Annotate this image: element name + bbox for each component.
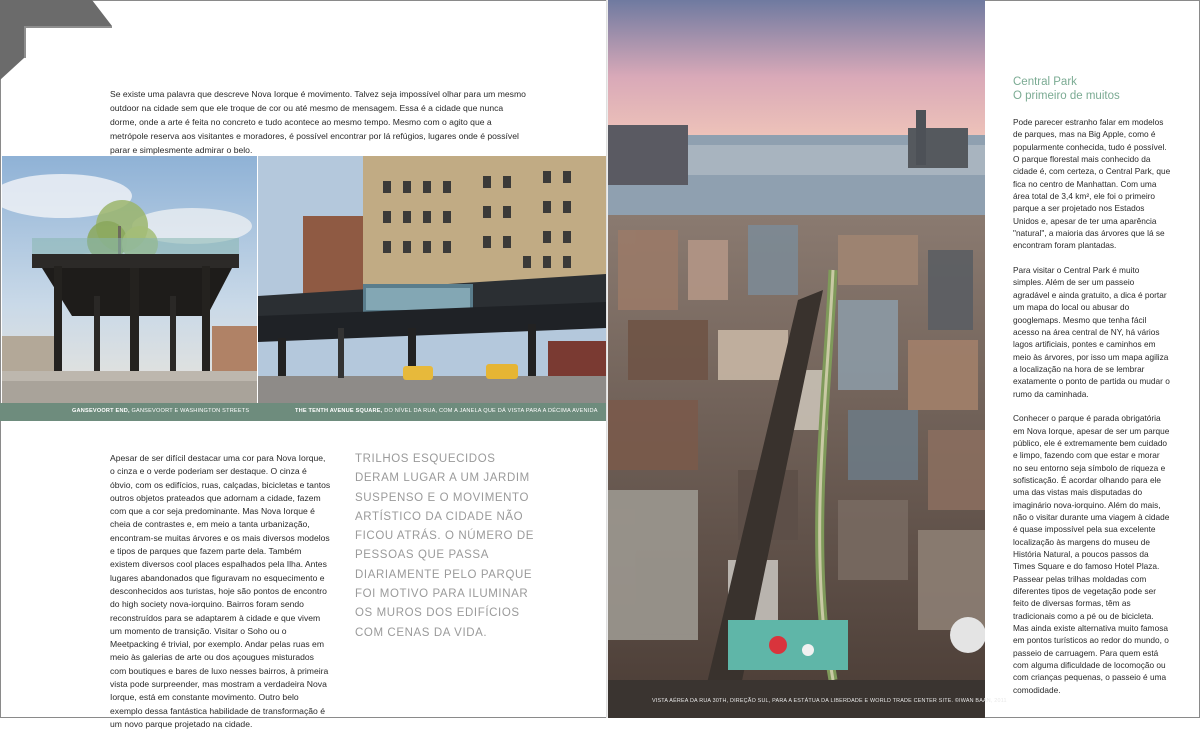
sidebar-title [1013,75,1120,103]
intro-paragraph: Se existe uma palavra que descreve Nova Iorque é movimento. Talvez seja impossível olhar para um mesmo outdoor na cidade sem que ele troque de cor ou até mesmo de mensagem. Essa é a cidade que nunca dorme, onde a arte é feita no concreto e tudo acontece ao mesmo tempo. Mesmo com o agito que a metrópole reserva aos visitantes e moradores, é possível encontrar por lá refúgios, lugares onde é possível parar e simplesmente admirar o belo. [110,88,526,156]
caption-gansevoort-text: GANSEVOORT E WASHINGTON STREETS [129,408,250,414]
caption-gansevoort [72,408,249,414]
sidebar-title-main: Central Park [1013,76,1077,88]
sidebar-paragraph: Pode parecer estranho falar em modelos de parques, mas na Big Apple, como é popularmente conhecida, tudo é possível. O parque florestal mais conhecido da cidade é, com certeza, o Central Park, que fica no centro de Manhattan. Com uma área total de 3,4 km², ele foi o primeiro parque a ser projetado nos Estados Unidos e, apesar de ter uma aparência "natural", a maioria das árvores que lá se encontram foram plantadas. [1013,117,1171,251]
corner-tab-decoration [0,0,112,80]
caption-tenth-avenue-text: DO NÍVEL DA RUA, COM A JANELA QUE DÁ VISTA PARA A DÉCIMA AVENIDA [382,408,598,414]
sidebar-paragraph: Para visitar o Central Park é muito simples. Além de ser um passeio agradável e ainda gratuito, a dica é portar um mapa do local ou abusar do googlemaps. Mesmo que tenha fácil acesso na área central de NY, há vários lagos artificiais, pontes e caminhos em meio às árvores, por isso um mapa agiliza a localização na hora de se lembrar exatamente o ponto de partida ou mudar o rumo da caminhada. [1013,265,1170,399]
sidebar-paragraph: Conhecer o parque é parada obrigatória em Nova Iorque, apesar de ser um parque público, ele é extremamente bem cuidado e limpo, fazendo com que estar e morar no seu entorno seja símbolo de riqueza e sofisticação. É acordar olhando para ele uma das vistas mais disputadas do imaginário nova-iorquino. Além do mais, não o visitar durante uma viagem à cidade é quase impossível pela sua excelente localização às margens do museu de História Natural, a poucos passos da Times Square e do famoso Hotel Plaza. Passear pelas trilhas moldadas com diferentes tipos de vegetação pode ser feito de diversas formas, têm as tradicionais como a pé ou de bicicleta. Mas ainda existe alternativa muito famosa em pontos turísticos ao redor do mundo, o passeio de carruagem. Para quem está com alguma dificuldade de locomoção ou com crianças pequenas, o passeio é uma comodidade. [1013,413,1170,695]
caption-tenth-avenue-title: THE TENTH AVENUE SQUARE, [295,408,383,414]
caption-aerial: VISTA AÉREA DA RUA 30TH, DIREÇÃO SUL, PARA A ESTÁTUA DA LIBERDADE E WORLD TRADE CENTER SITE. ©IWAN BAAN, 2011 [652,698,1007,704]
pull-quote: TRILHOS ESQUECIDOS DERAM LUGAR A UM JARDIM SUSPENSO E O MOVIMENTO ARTÍSTICO DA CIDADE NÃO FICOU ATRÁS. O NÚMERO DE PESSOAS QUE PASSA DIARIAMENTE PELO PARQUE FOI MOTIVO PARA ILUMINAR OS MUROS DOS EDIFÍCIOS COM CENAS DA VIDA. [355,453,535,639]
photo-aerial-view [608,0,985,718]
body-text-left: Apesar de ser difícil destacar uma cor para Nova Iorque, o cinza e o verde poderiam ser destaque. O cinza é óbvio, com os edifícios, ruas, calçadas, bicicletas e tantos outros objetos prateados que adornam a cidade, fazem com que a cor seja predominante. Mas Nova Iorque é cheia de contrastes e, em meio a tanta urbanização, encontram-se muitas árvores e os mais diversos modelos e tipos de parques que fazem parte dela. Também existem diversos cool places espalhados pela Ilha. Antes lugares abandonados que figuravam no esquecimento e desconhecidos aos turistas, hoje são pontos de encontro do high society nova-iorquino. Bairros foram sendo reconstruídos para se adaptarem à cidade e que vivem um momento de transição. Visitar o Soho ou o Meetpacking é trivial, por exemplo. Andar pelas ruas em meio às galerias de arte ou dos açougues misturados com boutiques e bares de luxo nesses bairros, à primeira vista pode surpreender, mas mostram a verdadeira Nova Iorque, está em constante movimento. Outro belo exemplo dessa fantástica habilidade de transformação é um novo parque projetado na cidade. [110,453,331,729]
sidebar-body [1013,116,1171,709]
caption-tenth-avenue [295,408,598,414]
photo-gansevoort-end [2,156,257,403]
photo-tenth-avenue-square [258,156,606,403]
caption-gansevoort-title: GANSEVOORT END, [72,408,130,414]
sidebar-title-sub: O primeiro de muitos [1013,90,1120,102]
